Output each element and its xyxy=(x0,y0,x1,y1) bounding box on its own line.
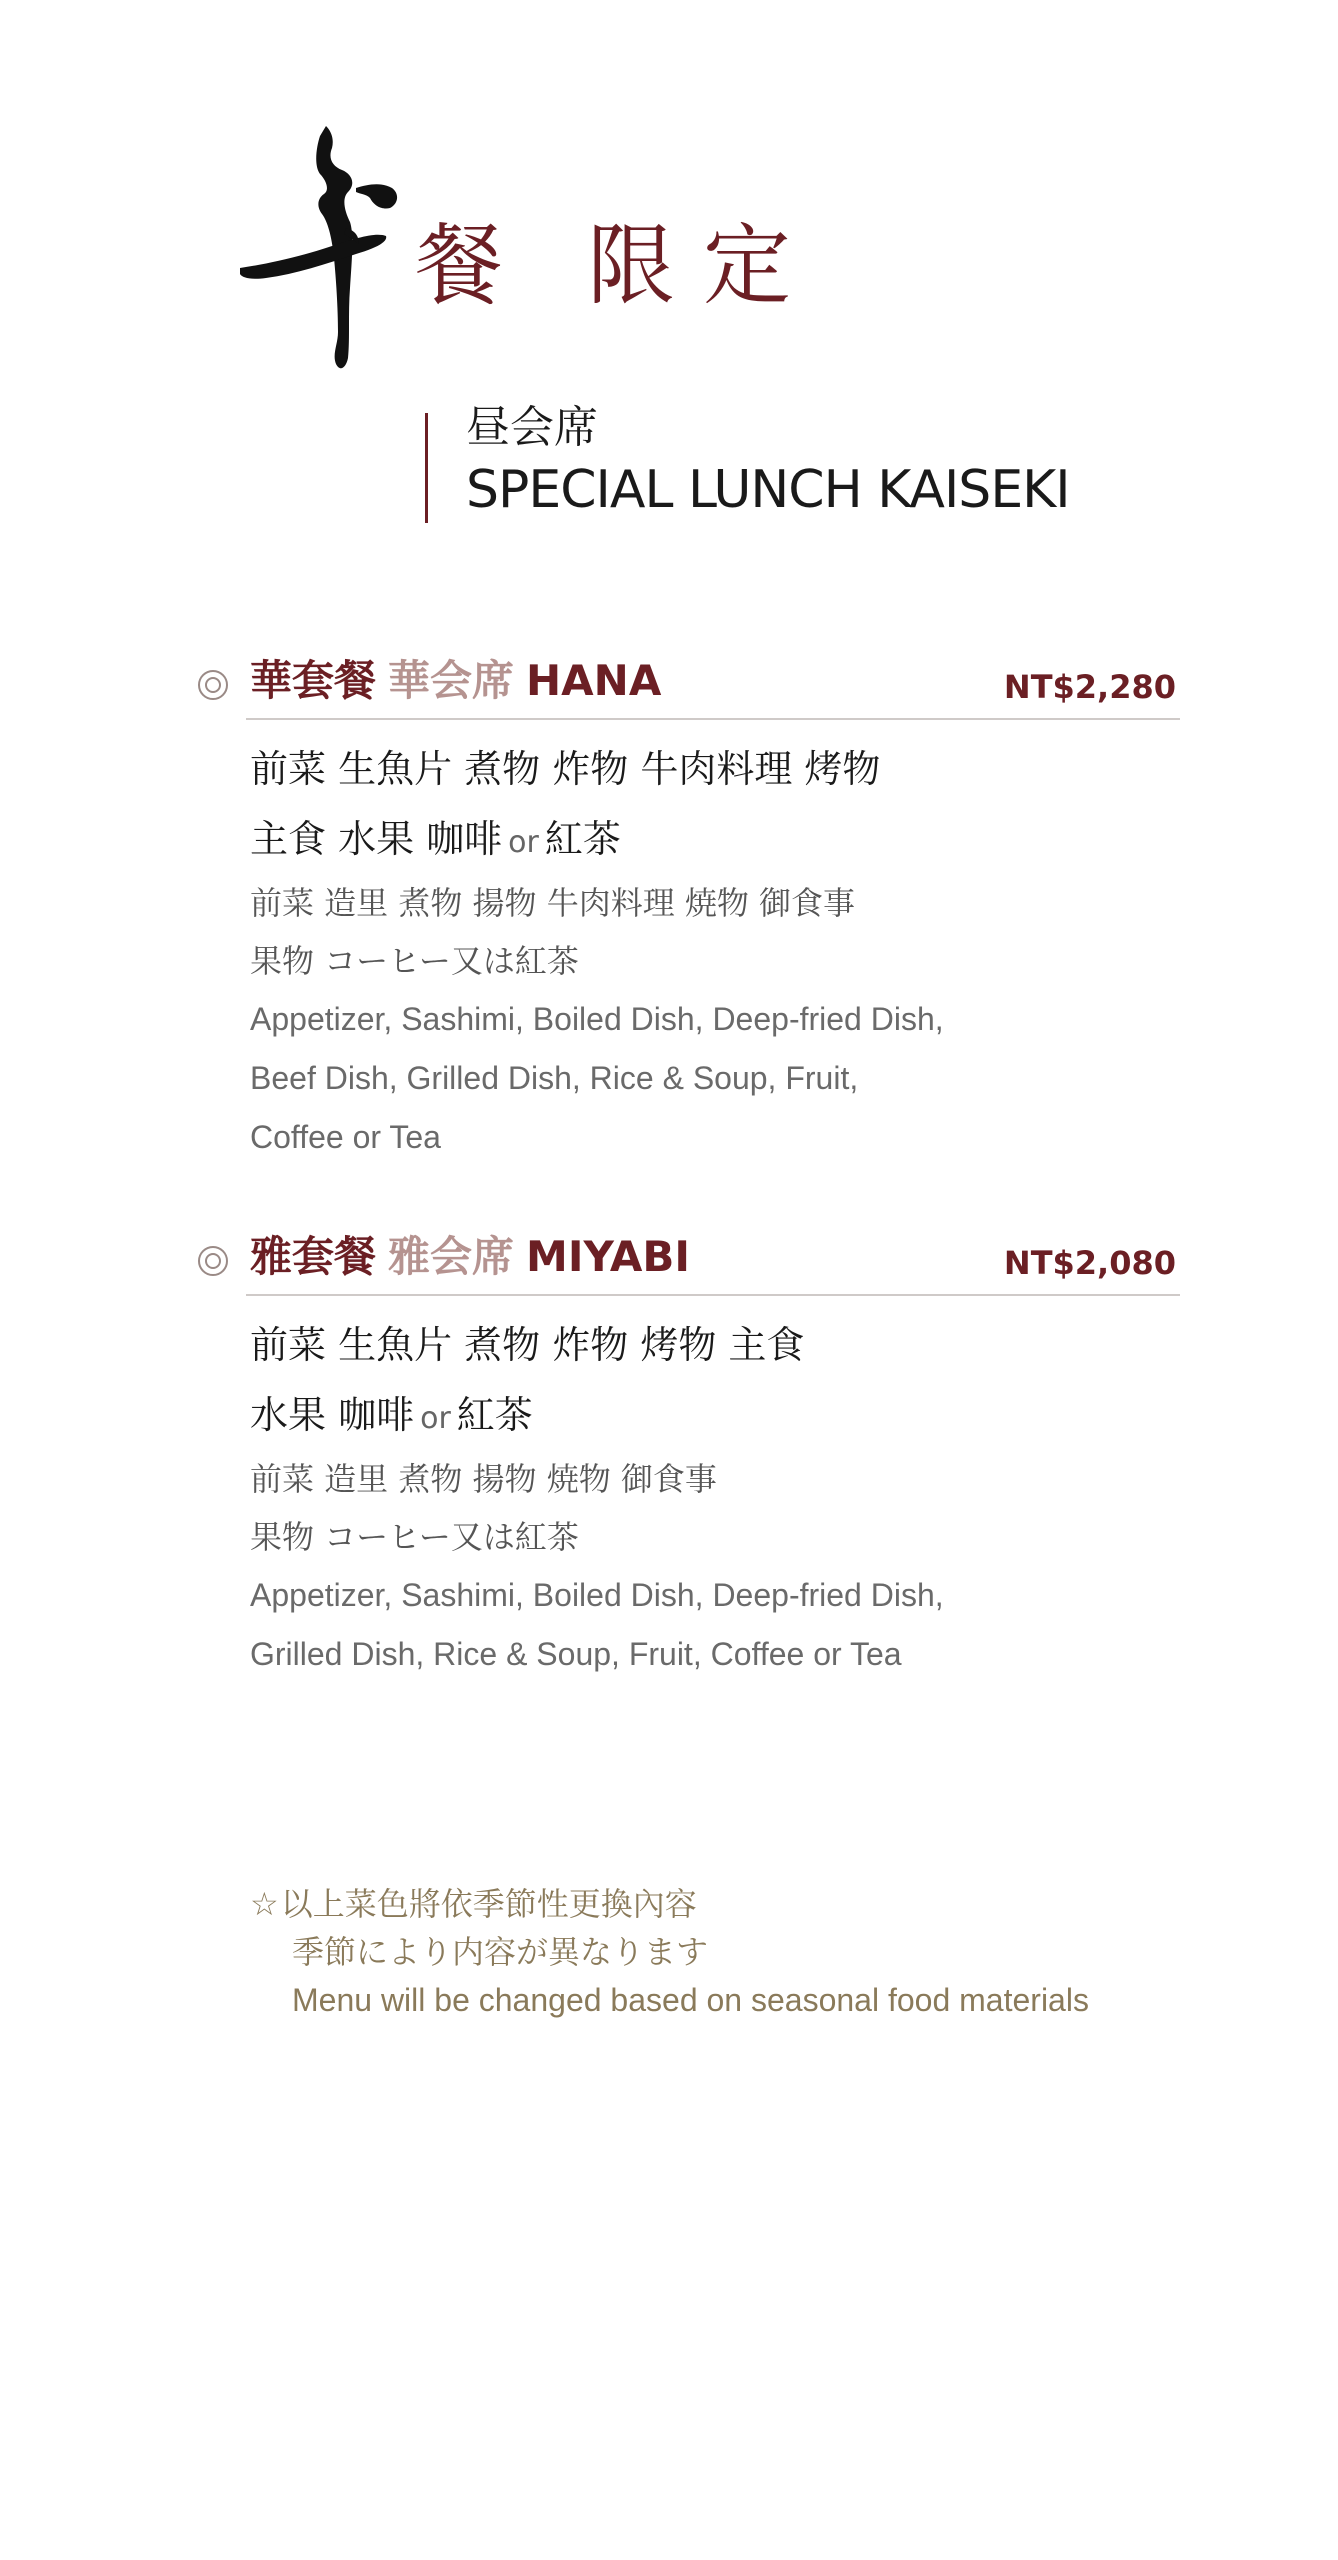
course-divider xyxy=(246,718,1180,720)
items-zh-line: 前菜 生魚片 煮物 炸物 牛肉料理 烤物 xyxy=(250,747,881,791)
page-subtitle-jp: 昼会席 xyxy=(466,402,598,453)
seasonal-note xyxy=(250,1880,1250,2024)
calligraphy-character-logo xyxy=(236,118,426,378)
double-circle-bullet-icon xyxy=(198,1246,228,1276)
course-items xyxy=(250,1310,1180,1684)
items-en-line: Beef Dish, Grilled Dish, Rice & Soup, Fruit, xyxy=(250,1060,859,1096)
items-zh-line: 前菜 生魚片 煮物 炸物 烤物 主食 xyxy=(250,1323,805,1367)
page-subtitle-en: SPECIAL LUNCH KAISEKI xyxy=(466,460,1070,520)
items-en-line: Appetizer, Sashimi, Boiled Dish, Deep-fried Dish, xyxy=(250,1001,944,1037)
items-jp-line: 果物 コーヒー又は紅茶 xyxy=(250,942,579,980)
items-zh-text: 主食 水果 咖啡 xyxy=(250,817,503,861)
items-zh-line xyxy=(250,804,1180,874)
course-items xyxy=(250,734,1180,1167)
course-miyabi xyxy=(196,1228,1180,1672)
items-en-line: Grilled Dish, Rice & Soup, Fruit, Coffee or Tea xyxy=(250,1636,902,1672)
note-line-en: Menu will be changed based on seasonal food materials xyxy=(292,1982,1089,2018)
star-icon: ☆ xyxy=(250,1885,279,1923)
page-title: 餐 限定 xyxy=(415,214,819,317)
items-zh-text: 紅茶 xyxy=(456,1393,533,1437)
note-text-zh: 以上菜色將依季節性更換內容 xyxy=(280,1885,697,1923)
note-line-jp: 季節により内容が異なります xyxy=(292,1933,709,1971)
course-hana xyxy=(196,652,1180,1155)
course-price: NT$2,280 xyxy=(1003,668,1176,706)
course-name-jp: 雅会席 xyxy=(388,1232,515,1281)
items-jp-line: 果物 コーヒー又は紅茶 xyxy=(250,1518,579,1556)
or-word: or xyxy=(508,825,539,860)
items-jp-line: 前菜 造里 煮物 揚物 焼物 御食事 xyxy=(250,1460,717,1498)
double-circle-bullet-icon xyxy=(198,670,228,700)
course-price: NT$2,080 xyxy=(1003,1244,1176,1282)
items-en-line: Appetizer, Sashimi, Boiled Dish, Deep-fried Dish, xyxy=(250,1577,944,1613)
items-zh-text: 水果 咖啡 xyxy=(250,1393,415,1437)
items-en-line: Coffee or Tea xyxy=(250,1119,441,1155)
items-zh-text: 紅茶 xyxy=(544,817,621,861)
course-name xyxy=(250,656,661,706)
course-header xyxy=(196,1228,1180,1288)
course-name-en: HANA xyxy=(526,656,662,705)
items-jp-line: 前菜 造里 煮物 揚物 牛肉料理 焼物 御食事 xyxy=(250,884,856,922)
course-name xyxy=(250,1232,690,1282)
note-line-zh xyxy=(250,1880,1250,1928)
course-name-zh: 雅套餐 xyxy=(250,1232,377,1281)
course-divider xyxy=(246,1294,1180,1296)
course-header xyxy=(196,652,1180,712)
or-word: or xyxy=(420,1401,451,1436)
title-divider xyxy=(425,413,428,523)
items-zh-line xyxy=(250,1380,1180,1450)
course-name-zh: 華套餐 xyxy=(250,656,377,705)
course-name-en: MIYABI xyxy=(526,1232,690,1281)
course-name-jp: 華会席 xyxy=(388,656,515,705)
